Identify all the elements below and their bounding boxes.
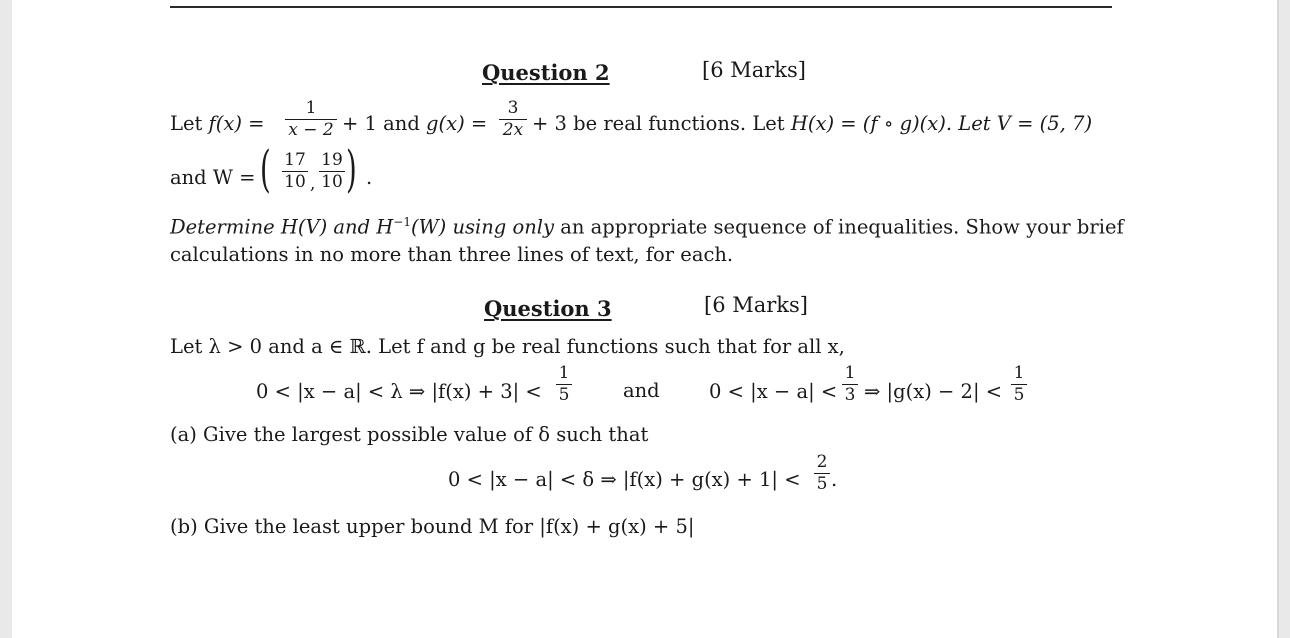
q2-real-functions: + 3 be real functions. Let: [532, 112, 791, 135]
q2-frac-3-den: 10: [282, 171, 308, 191]
q2-frac-4-num: 19: [321, 150, 343, 170]
q3-ineq-3: 0 < |x − a| < δ ⇒ |f(x) + g(x) + 1| <: [448, 468, 801, 491]
q3-and: and: [623, 379, 660, 402]
q2-frac-4-den: 10: [319, 171, 345, 191]
q3-ineq-2b: ⇒ |g(x) − 2| <: [864, 380, 1003, 403]
q2-only: only: [512, 215, 555, 239]
q3-ineq-3-num: 2: [816, 452, 828, 472]
q3-ineq-2a-den: 3: [842, 384, 858, 404]
q2-open-paren: (: [260, 140, 271, 198]
q2-f-def: f(x) =: [208, 112, 265, 135]
q2-period: .: [366, 166, 373, 189]
q2-frac-2-num: 3: [507, 98, 519, 118]
q2-inverse-sup: −1: [393, 215, 411, 229]
q3-ineq-2a-num: 1: [844, 363, 856, 383]
question-3-heading: [484, 296, 612, 321]
q2-H-def: H(x) = (f ∘ g)(x). Let V = (5, 7): [790, 112, 1093, 135]
page-edge: [1277, 0, 1279, 638]
q2-line-1b: [342, 114, 487, 134]
q2-frac-3-num: 17: [284, 150, 306, 170]
question-3-marks: [6 Marks]: [704, 293, 808, 317]
q2-line-4: calculations in no more than three lines of text, for each.: [170, 243, 734, 266]
q2-plus-one: + 1 and: [342, 112, 427, 135]
q2-frac-1: [285, 100, 337, 139]
document-page: [12, 0, 1278, 638]
q2-frac-1-num: 1: [305, 98, 317, 118]
q3-line-1: Let λ > 0 and a ∈ ℝ. Let f and g be real functions such that for all x,: [170, 335, 845, 358]
q3-ineq-3-frac: [814, 454, 830, 493]
q2-line-2: [170, 168, 255, 188]
q3-ineq-1-den: 5: [556, 384, 572, 404]
q2-frac-2: [499, 100, 527, 139]
q2-line-3: [170, 216, 1124, 237]
q3-ineq-1: 0 < |x − a| < λ ⇒ |f(x) + 3| <: [256, 380, 542, 403]
q3-ineq-2a: 0 < |x − a| <: [709, 380, 838, 403]
q2-frac-4: [319, 152, 345, 191]
question-2-title: Question 2: [482, 60, 610, 85]
q2-frac-2-den-text: 2x: [502, 120, 524, 140]
q2-determine: Determine: [170, 215, 275, 239]
q3-ineq-2b-num: 1: [1013, 363, 1025, 383]
q2-close-paren: ): [346, 140, 357, 198]
q3-ineq-1-num: 1: [558, 363, 570, 383]
q2-line-1c: [532, 114, 1092, 134]
question-2-marks: [6 Marks]: [702, 58, 806, 82]
q2-frac-1-den-text: x − 2: [288, 120, 334, 140]
q3-ineq-2b-den: 5: [1011, 384, 1027, 404]
q2-line-3-end: an appropriate sequence of inequalities. Show your brief: [554, 215, 1124, 239]
q3-ineq-2b-frac: [1011, 365, 1027, 404]
q2-g-def: g(x) =: [426, 112, 488, 135]
q3-ineq-2a-frac: [842, 365, 858, 404]
q2-HV: H(V) and H: [274, 215, 394, 239]
q2-comma: ,: [310, 174, 316, 194]
top-rule: [170, 6, 1112, 8]
q2-W-using: (W) using: [410, 215, 513, 239]
q3-part-b: (b) Give the least upper bound M for |f(x) + g(x) + 5|: [170, 515, 695, 538]
q2-W-def: and W =: [170, 166, 256, 189]
q3-ineq-1-frac: [556, 365, 572, 404]
q3-ineq-3-den: 5: [814, 473, 830, 493]
q2-line-1: [170, 114, 265, 134]
q2-frac-3: [282, 152, 308, 191]
q3-ineq-3-end: .: [831, 468, 838, 491]
question-2-heading: [482, 60, 610, 85]
q2-let: Let: [170, 112, 209, 135]
q2-frac-1-den: [285, 119, 337, 139]
q2-frac-2-den: [499, 119, 527, 139]
q3-part-a: (a) Give the largest possible value of δ such that: [170, 423, 649, 446]
question-3-title: Question 3: [484, 296, 612, 321]
